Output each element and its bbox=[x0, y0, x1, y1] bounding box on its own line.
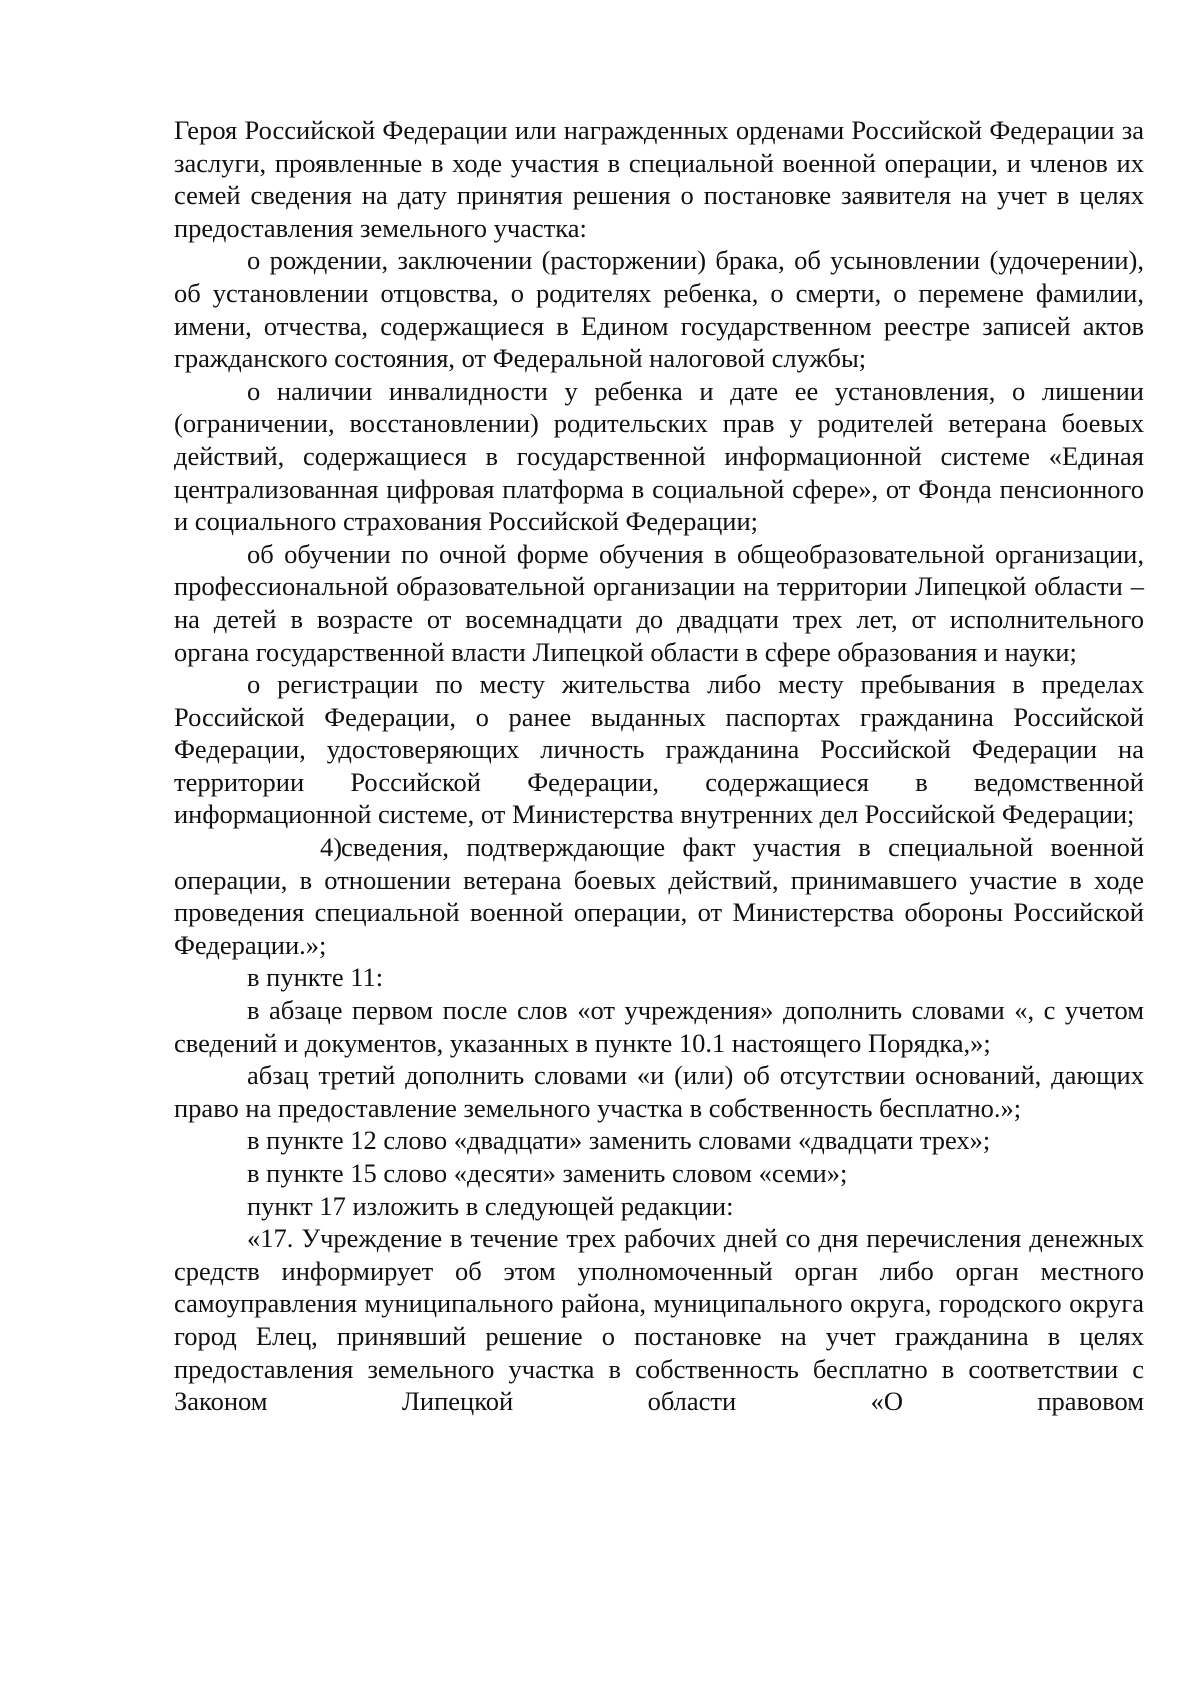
paragraph-clause-15: в пункте 15 слово «десяти» заменить словом «семи»; bbox=[247, 1158, 848, 1188]
paragraph-recipients-continuation: Героя Российской Федерации или награжденных орденами Российской Федерации за заслуги, проявленные в ходе участия в специальной военной операции, и членов их семей сведения на дату принятия решения о постановке заявителя на учет в целях предоставления земельного участка: bbox=[174, 115, 1144, 243]
paragraph-third-abzats: абзац третий дополнить словами «и (или) об отсутствии оснований, дающих право на предоставление земельного участка в собственность бесплатно.»; bbox=[174, 1060, 1144, 1123]
paragraph-registration-info: о регистрации по месту жительства либо месту пребывания в пределах Российской Федерации, о ранее выданных паспортах гражданина Российской Федерации, удостоверяющих личность гражданина Российской Федерации на территории Российской Федерации, содержащиеся в ведомственной информационной системе, от Министерства внутренних дел Российской Федерации; bbox=[174, 669, 1144, 830]
paragraph-item-4 bbox=[174, 831, 1144, 961]
item-text: сведения, подтверждающие факт участия в специальной военной операции, в отношении ветерана боевых действий, принимавшего участие в ходе проведения специальной военной операции, от Министерства обороны Российской Федерации.»; bbox=[174, 832, 1144, 960]
paragraph-clause-17-text: «17. Учреждение в течение трех рабочих дней со дня перечисления денежных средств информирует об этом уполномоченный орган либо орган местного самоуправления муниципального района, муниципального округа, городского округа город Елец, принявший решение о постановке на учет гражданина в целях предоставления земельного участка в собственность бесплатно в соответствии с Законом Липецкой области «О правовом bbox=[174, 1223, 1144, 1417]
paragraph-disability-info: о наличии инвалидности у ребенка и дате ее установления, о лишении (ограничении, восстановлении) родительских прав у родителей ветерана боевых действий, содержащиеся в государственной информационной системе «Единая централизованная цифровая платформа в социальной сфере», от Фонда пенсионного и социального страхования Российской Федерации; bbox=[174, 375, 1144, 537]
paragraph-first-abzats: в абзаце первом после слов «от учреждения» дополнить словами «, с учетом сведений и документов, указанных в пункте 10.1 настоящего Порядка,»; bbox=[174, 995, 1144, 1058]
paragraph-civil-status-records: о рождении, заключении (расторжении) брака, об усыновлении (удочерении), об установлении отцовства, о родителях ребенка, о смерти, о перемене фамилии, имени, отчества, содержащиеся в Едином государственном реестре записей актов гражданского состояния, от Федеральной налоговой службы; bbox=[174, 245, 1144, 374]
document-body bbox=[174, 114, 1144, 1418]
paragraph-clause-12: в пункте 12 слово «двадцати» заменить словами «двадцати трех»; bbox=[247, 1125, 991, 1156]
item-number: 4) bbox=[320, 832, 343, 863]
paragraph-clause-17-intro: пункт 17 изложить в следующей редакции: bbox=[247, 1190, 734, 1221]
paragraph-clause-11: в пункте 11: bbox=[247, 962, 384, 993]
paragraph-education-info: об обучении по очной форме обучения в общеобразовательной организации, профессиональной образовательной организации на территории Липецкой области – на детей в возрасте от восемнадцати до двадцати трех лет, от исполнительного органа государственной власти Липецкой области в сфере образования и науки; bbox=[174, 538, 1144, 667]
